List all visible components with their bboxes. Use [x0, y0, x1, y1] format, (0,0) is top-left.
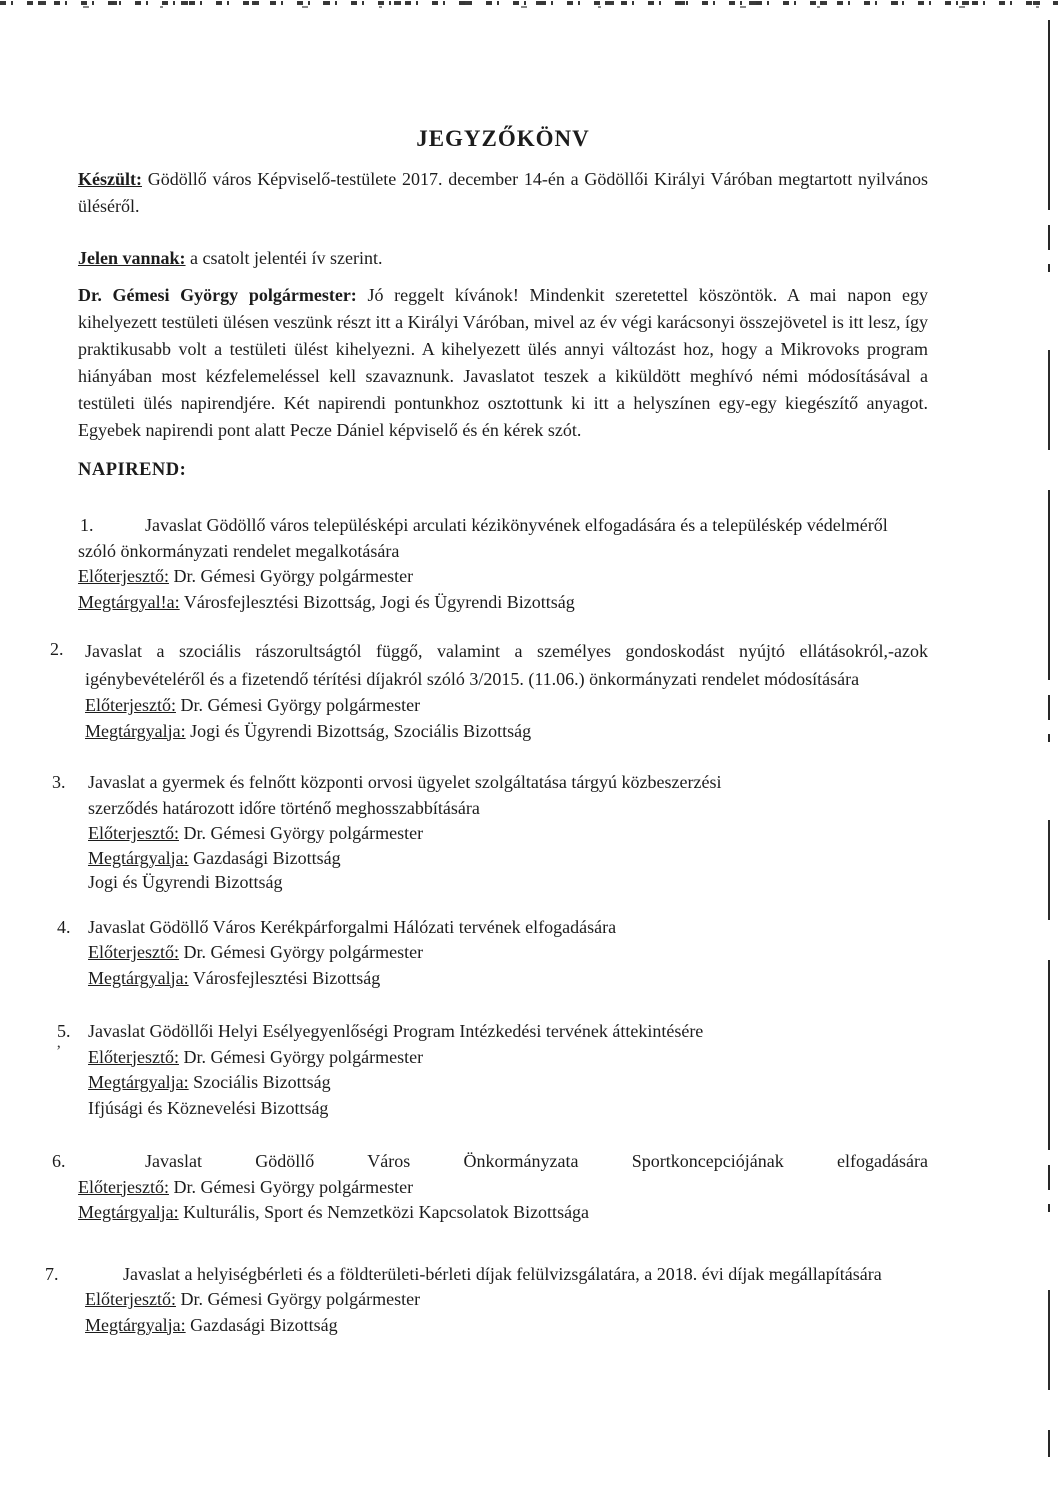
agenda-item-row	[78, 1175, 928, 1201]
agenda-item-number: 3.	[52, 772, 66, 792]
agenda-item-title: Javaslat a gyermek és felnőtt központi orvosi ügyelet szolgáltatása tárgyú közbeszerzési szerződés határozott időre történő meghosszabbítására	[88, 772, 722, 818]
agenda-item-body	[88, 915, 928, 992]
agenda-item-body	[85, 637, 928, 744]
row-label: Megtárgyalja:	[85, 720, 186, 741]
row-text: Dr. Gémesi György polgármester	[183, 1046, 424, 1067]
row-label: Előterjesztő:	[85, 695, 176, 715]
row-label: Megtárgyalja:	[85, 1314, 186, 1335]
intro-paragraph	[78, 282, 928, 444]
document-title: JEGYZŐKÖNV	[416, 126, 590, 151]
row-text: Dr. Gémesi György polgármester	[173, 1176, 414, 1197]
row-text: Városfejlesztési Bizottság, Jogi és Ügyrendi Bizottság	[183, 591, 575, 612]
agenda-heading: NAPIREND:	[78, 460, 187, 480]
agenda-item-row	[88, 1070, 928, 1096]
scan-artifact-right-edge	[1048, 20, 1050, 1457]
row-text: Dr. Gémesi György polgármester	[183, 823, 424, 843]
row-text: Városfejlesztési Bizottság	[192, 967, 381, 988]
row-text: Gazdasági Bizottság	[190, 1314, 338, 1335]
row-label: Előterjesztő:	[78, 1176, 169, 1197]
agenda-item-title: Javaslat Gödöllő Város Önkormányzata Sportkoncepciójának elfogadására	[145, 1151, 928, 1171]
agenda-item-body	[85, 1262, 928, 1339]
row-label: Megtárgyalja:	[88, 967, 189, 988]
row-text: Jogi és Ügyrendi Bizottság, Szociális Bizottság	[190, 720, 532, 741]
agenda-item-body	[88, 1019, 928, 1121]
agenda-item	[50, 637, 928, 744]
row-label: Megtárgyalja:	[88, 1072, 189, 1092]
agenda-item	[57, 1019, 928, 1121]
agenda-item	[52, 770, 928, 895]
row-text: Dr. Gémesi György polgármester	[173, 566, 414, 586]
paragraph-label: Készült:	[78, 169, 142, 189]
paragraph-text: Gödöllő város Képviselő-testülete 2017. december 14-én a Gödöllői Királyi Váróban megtartott nyilvános üléséről.	[78, 169, 929, 216]
agenda-item-number: 2.	[50, 639, 64, 659]
row-text: Dr. Gémesi György polgármester	[180, 1289, 421, 1309]
agenda-item-row	[88, 846, 928, 871]
agenda-item-row	[88, 1045, 928, 1071]
agenda-item-row	[78, 564, 928, 590]
scan-speck: ’	[56, 1043, 62, 1060]
row-label: Előterjesztő:	[78, 566, 169, 586]
row-label: Megtárgyal!a:	[78, 591, 180, 612]
paragraph-text: Jó reggelt kívánok! Mindenkit szeretettel köszöntök. A mai napon egy kihelyezett testületi ülésen veszünk részt itt a Királyi Váróban, mivel az év végi karácsonyi összejövetel is itt lesz, így praktikusabb volt a testületi ülést kihelyezni. A kihelyezett ülés annyi változást hoz, hogy a Mikrovoks program hiányában most kézfelemeléssel kell szavaznunk. Javaslatot teszek a kiküldött meghívó némi módosításával a testületi ülés napirendjére. Két napirendi pontunkhoz osztottunk ki itt a helyszínen egy-egy kiegészítő anyagot. Egyebek napirendi pont alatt Pecze Dániel képviselő és én kérek szót.	[78, 285, 929, 440]
scan-artifact-top-edge	[0, 1, 1058, 5]
agenda-item-extra-line: Jogi és Ügyrendi Bizottság	[88, 872, 283, 892]
agenda-item-extra-line: Ifjúsági és Köznevelési Bizottság	[88, 1097, 329, 1118]
agenda-item-number: 6.	[52, 1151, 66, 1171]
document-content	[45, 126, 929, 1338]
intro-section	[78, 166, 928, 444]
row-text: Dr. Gémesi György polgármester	[183, 942, 424, 962]
row-text: Dr. Gémesi György polgármester	[180, 695, 421, 715]
row-label: Megtárgyalja:	[88, 847, 189, 868]
agenda-item-row	[88, 940, 928, 966]
agenda-item-title: Javaslat Gödöllő Város Kerékpárforgalmi Hálózati tervének elfogadására	[88, 916, 617, 937]
intro-paragraph	[78, 245, 928, 272]
agenda-item-title: Javaslat a szociális rászorultságtól függő, valamint a személyes gondoskodást nyújtó ellátásokról,-azok igénybevételéről és a fizetendő térítési díjakról szóló 3/2015. (11.06.) önkormányzati rendelet módosítására	[85, 641, 928, 689]
agenda-item-body	[78, 513, 928, 615]
row-label: Előterjesztő:	[88, 1046, 179, 1067]
agenda-item-title: Javaslat a helyiségbérleti és a földterületi-bérleti díjak felülvizsgálatára, a 2018. évi díjak megállapítására	[123, 1263, 882, 1284]
row-label: Megtárgyalja:	[78, 1202, 179, 1222]
agenda-item-number: 7.	[45, 1263, 59, 1284]
agenda-item-title: Javaslat Gödöllői Helyi Esélyegyenlőségi Program Intézkedési tervének áttekintésére	[88, 1021, 704, 1041]
agenda-item-row	[85, 693, 928, 719]
agenda-item	[52, 1149, 928, 1226]
agenda-item	[45, 1262, 928, 1339]
row-label: Előterjesztő:	[85, 1289, 176, 1309]
row-text: Szociális Bizottság	[193, 1072, 331, 1092]
row-text: Gazdasági Bizottság	[193, 847, 341, 868]
agenda-item	[78, 513, 928, 615]
agenda-item-row	[78, 1200, 928, 1226]
agenda-item-number: 1.	[80, 515, 94, 535]
agenda-list	[45, 513, 928, 1338]
agenda-item-row	[78, 590, 928, 616]
row-label: Előterjesztő:	[88, 823, 179, 843]
row-label: Előterjesztő:	[88, 942, 179, 962]
agenda-item	[57, 915, 928, 992]
agenda-item-row	[88, 966, 928, 992]
agenda-item-body	[88, 770, 928, 895]
agenda-item-row	[85, 1313, 928, 1339]
agenda-item-title: Javaslat Gödöllő város településképi arculati kézikönyvének elfogadására és a településkép védelméről szóló önkormányzati rendelet megalkotására	[78, 515, 888, 561]
row-text: Kulturális, Sport és Nemzetközi Kapcsolatok Bizottsága	[183, 1202, 590, 1222]
paragraph-label: Dr. Gémesi György polgármester:	[78, 285, 357, 305]
intro-paragraph	[78, 166, 928, 220]
agenda-item-row	[88, 821, 928, 846]
agenda-item-body	[78, 1149, 928, 1226]
agenda-item-row	[85, 719, 928, 745]
agenda-item-number: 4.	[57, 916, 71, 937]
scan-artifact-top-edge-2	[0, 6, 1058, 8]
agenda-item-number: 5.	[57, 1021, 71, 1041]
agenda-item-row	[85, 1287, 928, 1313]
paragraph-label: Jelen vannak:	[78, 248, 186, 268]
paragraph-text: a csatolt jelentéi ív szerint.	[190, 248, 383, 268]
